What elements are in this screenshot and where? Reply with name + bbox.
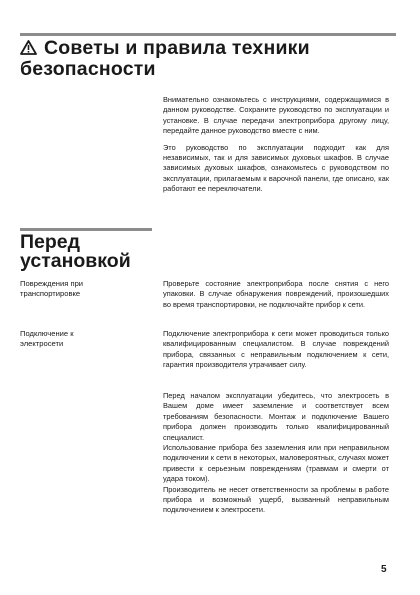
page-title-line1: Советы и правила техники — [44, 37, 310, 59]
section-title — [20, 233, 160, 271]
section-title-line1: Перед — [20, 231, 80, 253]
page-title-line2: безопасности — [20, 58, 156, 80]
transport-damage-label-line2: транспортировке — [20, 289, 81, 299]
grounding-paragraph: Производитель не несет ответственности за проблемы в работе прибора и возможный ущерб, вызванный неправильным подключением к электросети. — [163, 484, 389, 515]
transport-damage-label — [20, 279, 140, 300]
section-title-line2: установкой — [20, 250, 131, 272]
transport-damage-paragraph: Проверьте состояние электроприбора после снятия с него упаковки. В случае обнаружения повреждений, произошедших во время транспортировки, не подключайте прибор к сети. — [163, 279, 389, 309]
page-number: 5 — [381, 564, 387, 575]
page-title — [20, 38, 400, 80]
intro-paragraph: Это руководство по эксплуатации подходит как для независимых, так и для зависимых духовых шкафов. В случае зависимых духовых шкафов, ознакомьтесь с руководством по эксплуатации, прилагаемым к варочной панели, где описано, как работают ее переключатели. — [163, 142, 389, 194]
title-rule — [20, 33, 396, 36]
warning-triangle-icon — [20, 40, 37, 55]
electrical-connection-label-line2: электросети — [20, 339, 64, 349]
grounding-paragraph: Использование прибора без заземления или при неправильном подключении к сети в некоторых, маловероятных, случаях может привести к серьезным повреждениям (травмам и смерти от удара током). — [163, 443, 389, 484]
electrical-connection-text — [163, 329, 389, 371]
electrical-connection-label — [20, 329, 140, 350]
electrical-connection-paragraph: Подключение электроприбора к сети может проводиться только квалифицированным специалистом. В случае повреждений прибора, связанных с неправильным подключением к сети, гарантия производителя утрачивает силу. — [163, 329, 389, 370]
transport-damage-text — [163, 279, 389, 310]
intro-paragraph: Внимательно ознакомьтесь с инструкциями, содержащимися в данном руководстве. Сохраните руководство по эксплуатации и установке. В случае передачи электроприбора другому лицу, передайте данное руководство вместе с ним. — [163, 95, 389, 136]
grounding-paragraph: Перед началом эксплуатации убедитесь, что электросеть в Вашем доме имеет заземление и соответствует всем требованиям безопасности. Монтаж и подключение Вашего прибора должен производить только квалифицированный специалист. — [163, 391, 389, 442]
grounding-text — [163, 391, 389, 516]
electrical-connection-label-line1: Подключение к — [20, 329, 74, 338]
intro-text — [163, 95, 389, 195]
transport-damage-label-line1: Повреждения при — [20, 279, 84, 288]
